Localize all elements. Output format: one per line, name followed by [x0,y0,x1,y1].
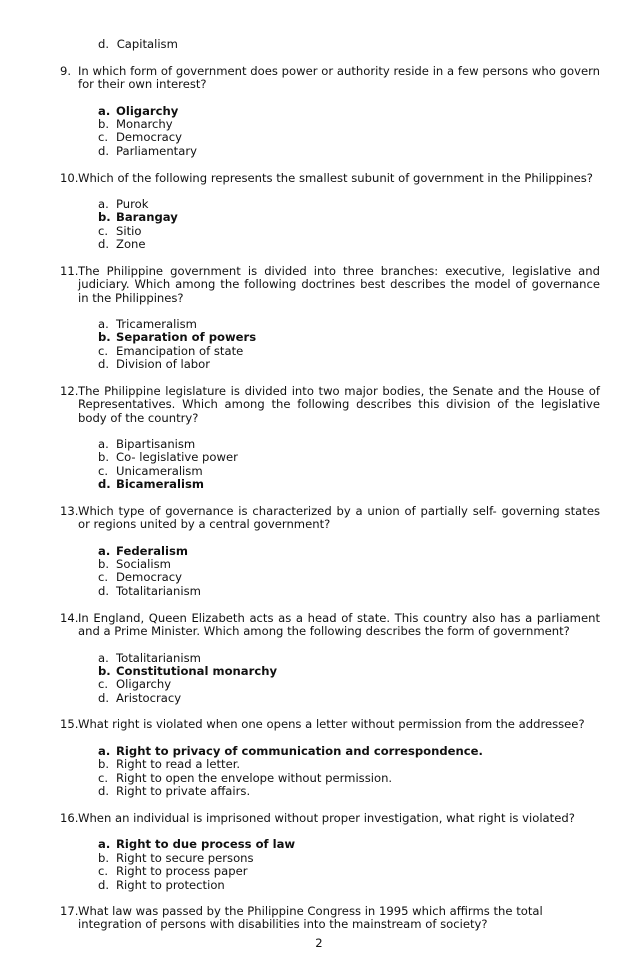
question-number: 17. [60,904,79,918]
question-text: The Philippine legislature is divided into two major bodies, the Senate and the House of Representatives. Which among the following describes this division of the legislative body of the country? [78,384,600,425]
question-text: Which type of governance is characterized by a union of partially self- governing states or regions united by a central government? [78,504,600,532]
option-a: a. Right to due process of law [98,837,296,851]
option-c: c. Right to process paper [98,864,248,878]
question-text: Which of the following represents the smallest subunit of government in the Philippines? [78,171,593,185]
question-text: In England, Queen Elizabeth acts as a head of state. This country also has a parliament and a Prime Minister. Which among the following describes the form of government? [78,611,600,639]
question-text: What right is violated when one opens a letter without permission from the addressee? [78,717,585,731]
option-d: d. Parliamentary [98,144,197,158]
option-d: d. Bicameralism [98,477,204,491]
option-c: c. Democracy [98,130,182,144]
option-c: c. Oligarchy [98,677,172,691]
option-b: b. Separation of powers [98,330,257,344]
question-number: 12. [60,384,79,398]
option-d: d. Totalitarianism [98,584,201,598]
question-number: 13. [60,504,79,518]
option-c: c. Emancipation of state [98,344,244,358]
option-a: a. Right to privacy of communication and correspondence. [98,744,483,758]
question-text: What law was passed by the Philippine Congress in 1995 which affirms the total integration of persons with disabilities into the mainstream of society? [78,904,543,932]
option-c: c. Sitio [98,224,142,238]
question-text: In which form of government does power or authority reside in a few persons who govern for their own interest? [78,64,600,92]
option-a: a. Federalism [98,544,188,558]
question-number: 10. [60,171,79,185]
option-text: Capitalism [116,37,178,51]
option-b: b. Constitutional monarchy [98,664,278,678]
option-c: c. Unicameralism [98,464,203,478]
option-d: d. Right to private affairs. [98,784,251,798]
option-letter: d. [98,37,110,51]
option-d: d. Division of labor [98,357,211,371]
option-b: b. Co- legislative power [98,450,238,464]
page-number: 2 [315,936,323,950]
question-number: 15. [60,717,79,731]
option-a: a. Purok [98,197,149,211]
option-d: d. Right to protection [98,878,225,892]
option-a: a. Oligarchy [98,104,179,118]
question-text: The Philippine government is divided into three branches: executive, legislative and judiciary. Which among the following doctrines best describes the model of governance in the Philippines? [78,264,600,305]
question-text: When an individual is imprisoned without proper investigation, what right is violated? [78,811,575,825]
question-number: 16. [60,811,79,825]
option-d: d. Aristocracy [98,691,182,705]
option-d: d. Zone [98,237,146,251]
question-number: 9. [60,64,72,78]
option-b: b. Right to secure persons [98,851,254,865]
option-d [98,38,178,51]
option-a: a. Tricameralism [98,317,197,331]
option-b: b. Socialism [98,557,171,571]
option-b: b. Barangay [98,210,178,224]
option-c: c. Democracy [98,570,182,584]
option-b: b. Monarchy [98,117,173,131]
option-c: c. Right to open the envelope without permission. [98,771,393,785]
option-b: b. Right to read a letter. [98,757,241,771]
option-a: a. Bipartisanism [98,437,196,451]
question-number: 11. [60,264,79,278]
option-a: a. Totalitarianism [98,651,201,665]
question-number: 14. [60,611,79,625]
